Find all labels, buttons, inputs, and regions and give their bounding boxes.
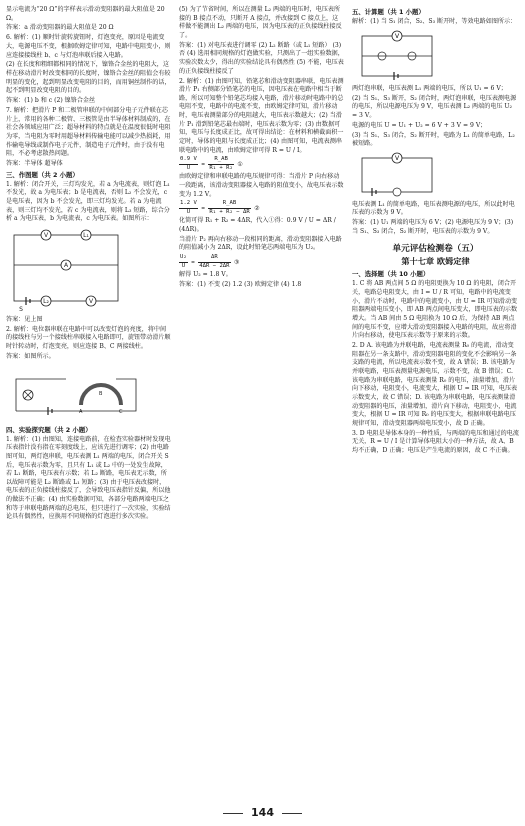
paragraph: 答案：(1) 对电压表进行调零 (2) L₂ 断路（或 L₁ 短路） (3) 否 (4) 选用相同规格的灯泡做实验，只测出了一组实验数据，实验次数太少，得出的实验结论具有偶然性 (5) 不能，电压表的正负接线柱接反了 xyxy=(179,41,344,75)
paragraph: 1. C 将 AB 两点间 5 Ω 的电阻更换为 10 Ω 的电阻，闭合开关，电路总电阻变大，由 I = U / R 可知，电路中的电流变小，滑片不动时，电路中的电流变小，由 U = IR 可知滑动变阻器两端电压变小，即 AB 两点间电压变大，即电压表的示数增大。当 AB 间由 5 Ω 电阻换为 10 Ω 后，为保持 AB 两点间的电压不变，应增大滑动变阻器接入电路的电阻，故应将滑片向右移动，使电压表示数等于原来的示数。 xyxy=(352,280,518,340)
equation-3: $\frac{\text{U₂}}{U}$ = $\frac{\Delta R}{4\Delta R - 2\Delta R}$ ③ xyxy=(180,254,240,270)
paragraph: 答案：半导体 超导体 xyxy=(6,160,63,168)
paragraph: 答案：a 滑动变阻器的最大阻值是 20 Ω xyxy=(6,24,114,32)
svg-text:V: V xyxy=(394,154,400,162)
svg-text:L₁: L₁ xyxy=(83,231,89,239)
circuit-diagram-potentiometer xyxy=(6,365,146,423)
paragraph: 显示电流为“20 Ω”的字样表示滑动变阻器的最大阻值是 20 Ω。 xyxy=(6,6,165,22)
paragraph: 解得 U₂ = 1.8 V。 xyxy=(179,271,232,279)
svg-text:A: A xyxy=(79,408,83,415)
paragraph: 由欧姆定律和串联电路的电压规律可得：当滑片 P 向右移动一段距离，该滑动变阻器接入电路的阻值变小，故电压表示数变为 1.2 V。 xyxy=(179,173,344,198)
paragraph: (2) 当 S₁、S₃ 断开，S₂ 闭合时，两灯泡串联，电压表测电源的电压，所以电源电压为 9 V，电压表测 L₂ 两端的电压 U₂ = 3 V。 xyxy=(352,94,517,119)
paragraph: 答案：(1) b 和 c (2) 镍铬合金丝 xyxy=(6,97,96,105)
unit-title: 单元评估检测卷（五） xyxy=(392,243,479,254)
equation-1: $\frac{0.9 V}{U}$ = $\frac{R\_AB}{\text{R₁ + R₂}}$ ① xyxy=(180,156,243,172)
column-left xyxy=(6,6,171,523)
section-heading: 一、选择题（共 10 小题） xyxy=(352,270,430,279)
column-middle xyxy=(179,6,344,291)
equation-2: $\frac{1.2 V}{U}$ = $\frac{R\_AB}{\text{R₁ + R₂ − ΔR}}$ ② xyxy=(180,200,260,216)
paragraph: 电压表测 L₁ 的简单电路，电压表测电源的电压，所以此时电压表的示数为 9 V。 xyxy=(352,200,515,217)
paragraph: 2. 解析：(1) 由图可知，铅笔芯和滑动变阻器串联，电压表测滑片 P₁ 右侧部分铅笔芯的电压，因电压表在电路中相当于断路，所以可知整个铅笔芯均接入电路，滑片移动时电路中的总电阻不变，电路中的电流不变，由欧姆定律可知，滑片移动时，电压表测量部分的电阻越大，电压表示数越大；(2) 当滑片 P₁ 滑到铅笔芯最右端时，电压表示数为零；(3) 由数据可知，电压与长度成正比，故可得出结论：在材料和横截面积一定时，导体的电阻与长度成正比；(4) 由图可知，电流表测串联电路中的电流，由欧姆定律可得 R = U / I。 xyxy=(179,77,344,154)
svg-text:B: B xyxy=(99,390,103,397)
svg-text:S: S xyxy=(19,305,23,313)
paragraph: (5) 为了节省时间，所以在测量 L₂ 两端的电压时，电压表所接的 B 接点不动，只断开 A 接点，并改接到 C 接点上，这样做不能测出 L₂ 两端的电压，因为电压表的正负接线柱接反了。 xyxy=(179,6,342,39)
paragraph: 3. D 电阻是导体本身的一种性质，与两端的电压和通过的电流无关，R = U / I 是计算导体电阻大小的一种方法，故 A、B 均不正确，D 正确；电压是产生电流的原因，故 C 不正确。 xyxy=(352,429,519,455)
equivalent-circuit-1 xyxy=(352,30,442,82)
paragraph: 7. 解析：把滑片 P 和二极管串联的中间部分电子元件联在芯片上，常用的各种二极管、三极管是由半导体材料制成的，在社会各领域应用广泛；超导材料的特点就是在温度很低时电阻为零，当电阻为零时用超导材料传输电能可以减少热损耗，用作输电导线或制作电子元件，制造电子元件时，由于没有电阻，不必考虑散热问题。 xyxy=(6,106,171,158)
svg-text:C: C xyxy=(119,408,123,415)
svg-text:V: V xyxy=(43,231,49,239)
svg-text:A: A xyxy=(63,261,69,269)
column-right xyxy=(352,6,519,457)
calc-section xyxy=(352,8,519,237)
paragraph: 解析：(1) 当 S₁ 闭合，S₂、S₃ 断开时，等效电路如图所示： xyxy=(352,18,517,26)
chapter-title: 第十七章 欧姆定律 xyxy=(401,255,470,266)
svg-text:V: V xyxy=(88,297,94,305)
paragraph: 6. 解析：(1) 顺时针旋转旋钮时，灯泡变亮，原因是电流变大，电源电压不变，根据欧姆定律可知，电路中电阻变小，则应连接接线柱 b、c 与灯泡串联后接入电路。 xyxy=(6,34,171,59)
paragraph: 电源的电压 U = U₁ + U₂ = 6 V + 3 V = 9 V； xyxy=(352,121,487,129)
paragraph: 当滑片 P₂ 再向右移动一段相同的距离，滑动变阻器接入电路的阻值减小为 2ΔR，设此时铅笔芯两端电压为 U₂。 xyxy=(179,235,342,252)
paragraph: 答案：见上图 xyxy=(6,315,43,323)
paragraph: 答案：如图所示。 xyxy=(6,352,55,360)
paragraph: 1. 解析：(1) 由图知，连接电路前，在检查实验器材时发现电压表指针没有指在零刻度线上，应该先进行调零；(2) 由电路图可知，两灯泡串联，电压表测 L₁ 两端的电压，闭合开关 S 后，电压表示数为零，且只有 L₁ 或 L₂ 中的一处发生故障，若 L₁ 断路，电压表有示数；若 L₂ 断路，电压表无示数，所以故障可能是 L₂ 断路或 L₁ 短路；(3) 由于电压表改接时，电压表的正负接线柱接反了，会导致电压表指针反偏，所以他的做法不正确；(4) 由实验数据可知，各部分电路两端电压之和等于串联电路两端的总电压，但只进行了一次实验，实验结论具有偶然性，应换用不同规格的灯泡进行多次实验。 xyxy=(6,435,171,521)
page-number xyxy=(0,806,525,819)
choice-section xyxy=(352,270,519,455)
paragraph: 2. 解析：电位器串联在电路中可以改变灯泡的亮度，将中间的接线柱与另一个接线柱串联接入电路即可，旋钮带动滑片顺时针转动时，灯泡变亮，则应连接 B、C 两接线柱。 xyxy=(6,325,171,351)
svg-text:V: V xyxy=(394,32,400,40)
svg-text:L₂: L₂ xyxy=(43,297,49,305)
paragraph: (3) 当 S₁、S₃ 闭合，S₂ 断开时，电路为 L₁ 的简单电路，L₂ 被短路。 xyxy=(352,131,515,148)
section-heading: 三、作图题（共 2 小题） xyxy=(6,170,79,179)
paragraph: 答案：(1) U₁ 两端的电压为 6 V；(2) 电源电压为 9 V；(3) 当 S₁、S₃ 闭合，S₂ 断开时，电压表的示数为 9 V。 xyxy=(352,219,514,235)
section-heading: 五、计算题（共 1 小题） xyxy=(352,8,425,16)
paragraph: 两灯泡串联，电压表测 L₁ 两端的电压，所以 U₁ = 6 V； xyxy=(352,84,507,92)
paragraph: 答案：(1) 不变 (2) 1.2 (3) 欧姆定律 (4) 1.8 xyxy=(179,280,302,288)
equivalent-circuit-2 xyxy=(352,152,442,198)
paragraph: (2) 在长度和粗细都相同的情况下，镍铬合金丝的电阻大，这样在移动滑片时改变相同的长度时，镍铬合金丝的阻值会有较明显的变化，起到明显改变电阻的目的，而用铜丝制作的话，起不到明显改变电阻的目的。 xyxy=(6,61,171,95)
paragraph: 2. D A. 该电路为并联电路，电流表测量 R₀ 的电流，滑动变阻器在另一条支路中，滑动变阻器电阻的变化不会影响另一条支路的电流，所以电流表示数不变，故 A 错误；B. 该电路为并联电路，电压表测量电源电压，示数不变，故 B 错误；C. 该电路为串联电路，电压表测量 R₀ 的电压，油量增加，滑片向下移动，电阻变小，电流变大，根据 U = IR 可知，电压表示数变大，故 C 错误；D. 该电路为串联电路，电压表测量滑动变阻器的电压，油量增加，滑片向下移动，电阻变小，电流变大，根据 U = IR 可知 R₀ 的电压变大，根据串联电路电压规律可知，滑动变阻器两端电压变小，故 D 正确。 xyxy=(352,342,518,427)
circuit-diagram-meters xyxy=(6,227,126,313)
paragraph: 1. 解析：闭合开关，三灯均发光，若 a 为电流表，则灯泡 L₁ 不发光，故 a 为电压表；b 是电流表，否则 L₂ 不会发光，c 是电压表，因为 b 不会发光，即三灯均发光。若 a 为电流表，则三灯均不发光，若 c 为电流表，则将 L₃ 短路，综合分析 a 为电压表，b 为电流表，c 为电压表。如图所示： xyxy=(6,180,170,223)
page-number-text: 144 xyxy=(251,806,274,819)
paragraph: 化简可得 R₁ + R₂ = 4ΔR，代入①得：0.9 V / U = ΔR / (4ΔR)。 xyxy=(179,217,336,233)
section-heading: 四、实验探究题（共 2 小题） xyxy=(6,425,92,434)
